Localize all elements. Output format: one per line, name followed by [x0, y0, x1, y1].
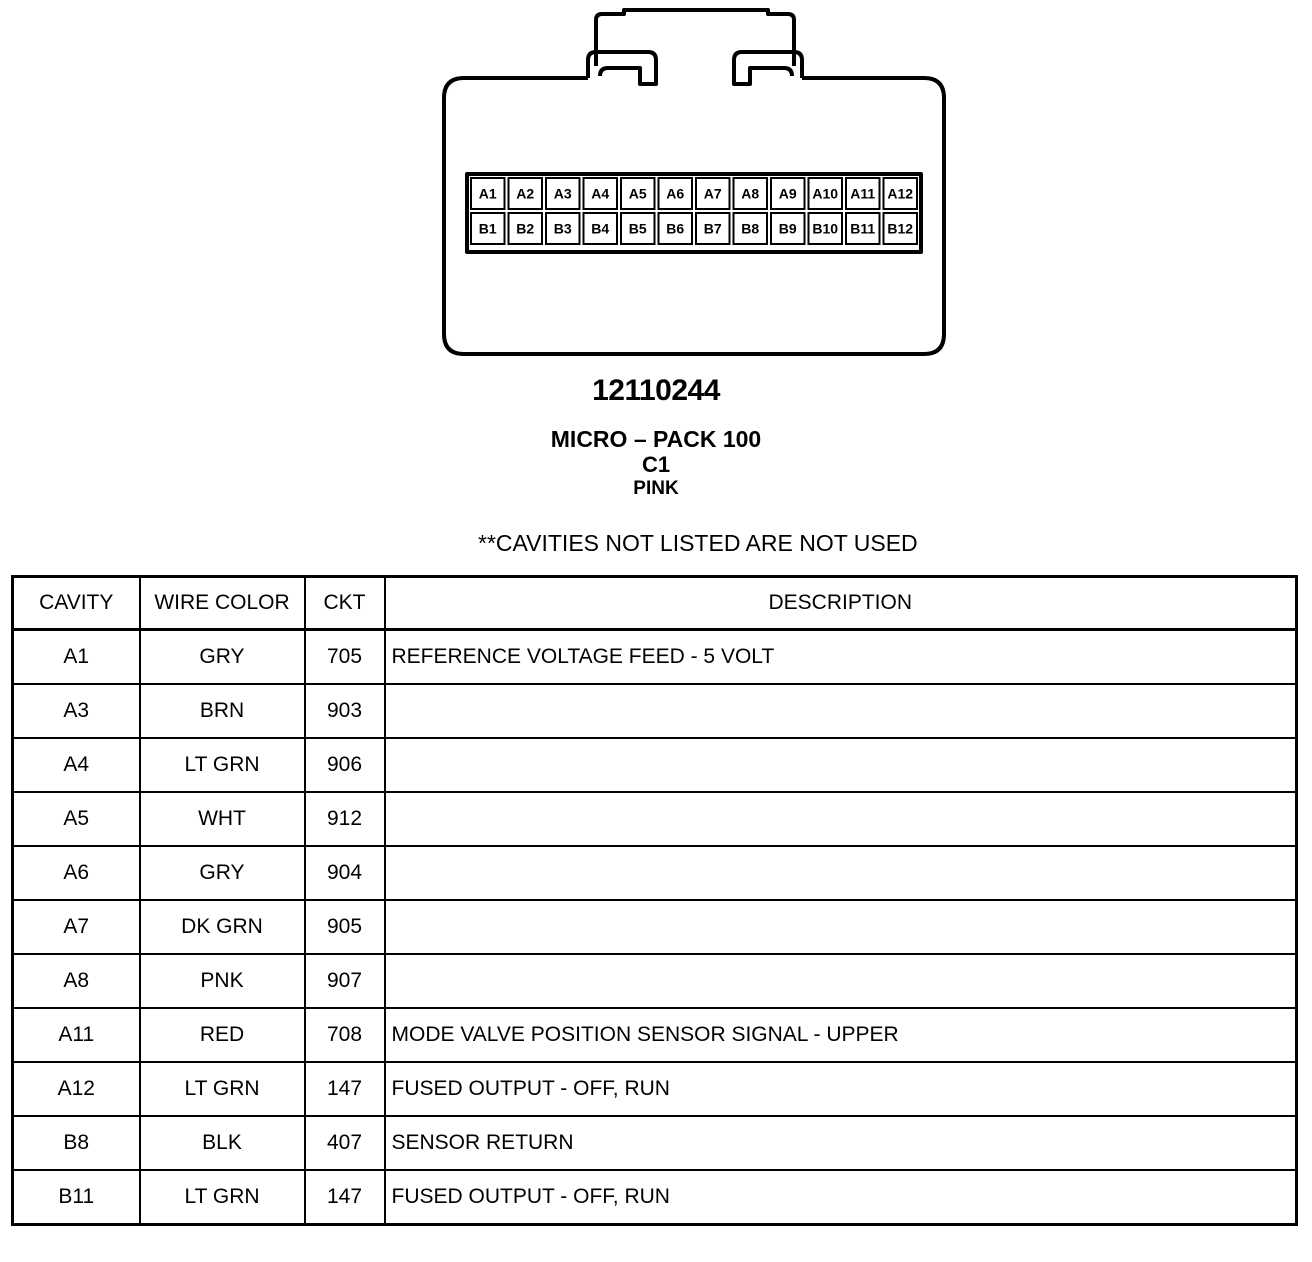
cell-description	[385, 684, 1297, 738]
connector-id: C1	[641, 452, 671, 477]
pin-label: A10	[812, 185, 839, 202]
table-row	[13, 846, 1297, 900]
table-row	[13, 684, 1297, 738]
unused-cavities-note: **CAVITIES NOT LISTED ARE NOT USED	[478, 530, 918, 556]
cell-description: FUSED OUTPUT - OFF, RUN	[385, 1170, 1297, 1225]
cell-cavity: A5	[13, 792, 140, 846]
header-cavity: CAVITY	[13, 577, 140, 630]
connector-latch-hook-left	[588, 52, 656, 84]
cell-ckt: 708	[305, 1008, 385, 1062]
cell-description: SENSOR RETURN	[385, 1116, 1297, 1170]
table-row	[13, 738, 1297, 792]
cell-cavity: A8	[13, 954, 140, 1008]
cell-ckt: 705	[305, 630, 385, 685]
pin-label: A7	[703, 185, 722, 202]
cell-description	[385, 954, 1297, 1008]
pin-label: B3	[553, 220, 572, 237]
cell-wire-color: WHT	[140, 792, 305, 846]
cell-cavity: B8	[13, 1116, 140, 1170]
table-row	[13, 792, 1297, 846]
cell-cavity: A11	[13, 1008, 140, 1062]
cell-ckt: 907	[305, 954, 385, 1008]
cell-wire-color: BRN	[140, 684, 305, 738]
pin-label: B8	[741, 220, 760, 237]
pin-label: B7	[703, 220, 722, 237]
connector-latch	[596, 10, 794, 66]
header-ckt: CKT	[305, 577, 385, 630]
header-wire-color: WIRE COLOR	[140, 577, 305, 630]
cell-cavity: A6	[13, 846, 140, 900]
table-row	[13, 1062, 1297, 1116]
cell-description: FUSED OUTPUT - OFF, RUN	[385, 1062, 1297, 1116]
connector-name: MICRO – PACK 100	[550, 426, 762, 452]
cell-ckt: 407	[305, 1116, 385, 1170]
table-body	[13, 630, 1297, 1225]
pin-label: A11	[850, 185, 876, 202]
table-row	[13, 900, 1297, 954]
table-header-row	[13, 577, 1297, 630]
cell-wire-color: LT GRN	[140, 1062, 305, 1116]
connector-body	[444, 78, 944, 354]
cell-wire-color: RED	[140, 1008, 305, 1062]
pin-label: B11	[850, 220, 876, 237]
cell-description: REFERENCE VOLTAGE FEED - 5 VOLT	[385, 630, 1297, 685]
cell-ckt: 905	[305, 900, 385, 954]
pin-label: A8	[741, 185, 760, 202]
cell-wire-color: DK GRN	[140, 900, 305, 954]
connector-latch-hook-right	[734, 52, 802, 84]
cell-ckt: 904	[305, 846, 385, 900]
cell-description	[385, 738, 1297, 792]
table-row	[13, 954, 1297, 1008]
cell-cavity: A3	[13, 684, 140, 738]
header-description: DESCRIPTION	[385, 577, 1297, 630]
pin-cells	[471, 178, 917, 244]
cell-ckt: 912	[305, 792, 385, 846]
pin-label: A2	[516, 185, 535, 202]
pin-label: B4	[591, 220, 610, 237]
pin-label: A1	[478, 185, 497, 202]
wire-table	[11, 575, 1298, 1226]
cell-wire-color: GRY	[140, 630, 305, 685]
cell-wire-color: GRY	[140, 846, 305, 900]
pin-label: A9	[778, 185, 797, 202]
cell-cavity: B11	[13, 1170, 140, 1225]
pin-label: B6	[666, 220, 685, 237]
table-row	[13, 1116, 1297, 1170]
cell-cavity: A1	[13, 630, 140, 685]
pin-label: B1	[478, 220, 497, 237]
cell-description	[385, 792, 1297, 846]
cell-wire-color: BLK	[140, 1116, 305, 1170]
pin-label: B9	[778, 220, 797, 237]
pin-label: B2	[516, 220, 535, 237]
pin-label: A12	[887, 185, 914, 202]
table-row	[13, 1008, 1297, 1062]
table-row	[13, 1170, 1297, 1225]
pin-label: A6	[666, 185, 685, 202]
cell-description: MODE VALVE POSITION SENSOR SIGNAL - UPPER	[385, 1008, 1297, 1062]
part-number: 12110244	[592, 374, 720, 407]
cell-description	[385, 846, 1297, 900]
pin-label: A4	[591, 185, 610, 202]
cell-cavity: A7	[13, 900, 140, 954]
pin-label: B10	[812, 220, 839, 237]
cell-wire-color: LT GRN	[140, 738, 305, 792]
cell-ckt: 903	[305, 684, 385, 738]
pin-label: A3	[553, 185, 572, 202]
cell-ckt: 147	[305, 1170, 385, 1225]
cell-wire-color: PNK	[140, 954, 305, 1008]
cell-description	[385, 900, 1297, 954]
cell-wire-color: LT GRN	[140, 1170, 305, 1225]
cell-cavity: A12	[13, 1062, 140, 1116]
pin-label: B12	[887, 220, 914, 237]
connector-face-diagram	[0, 0, 1312, 370]
cell-cavity: A4	[13, 738, 140, 792]
table-row	[13, 630, 1297, 685]
cell-ckt: 906	[305, 738, 385, 792]
cell-ckt: 147	[305, 1062, 385, 1116]
pin-label: A5	[628, 185, 647, 202]
pin-label: B5	[628, 220, 647, 237]
connector-color: PINK	[633, 478, 679, 499]
